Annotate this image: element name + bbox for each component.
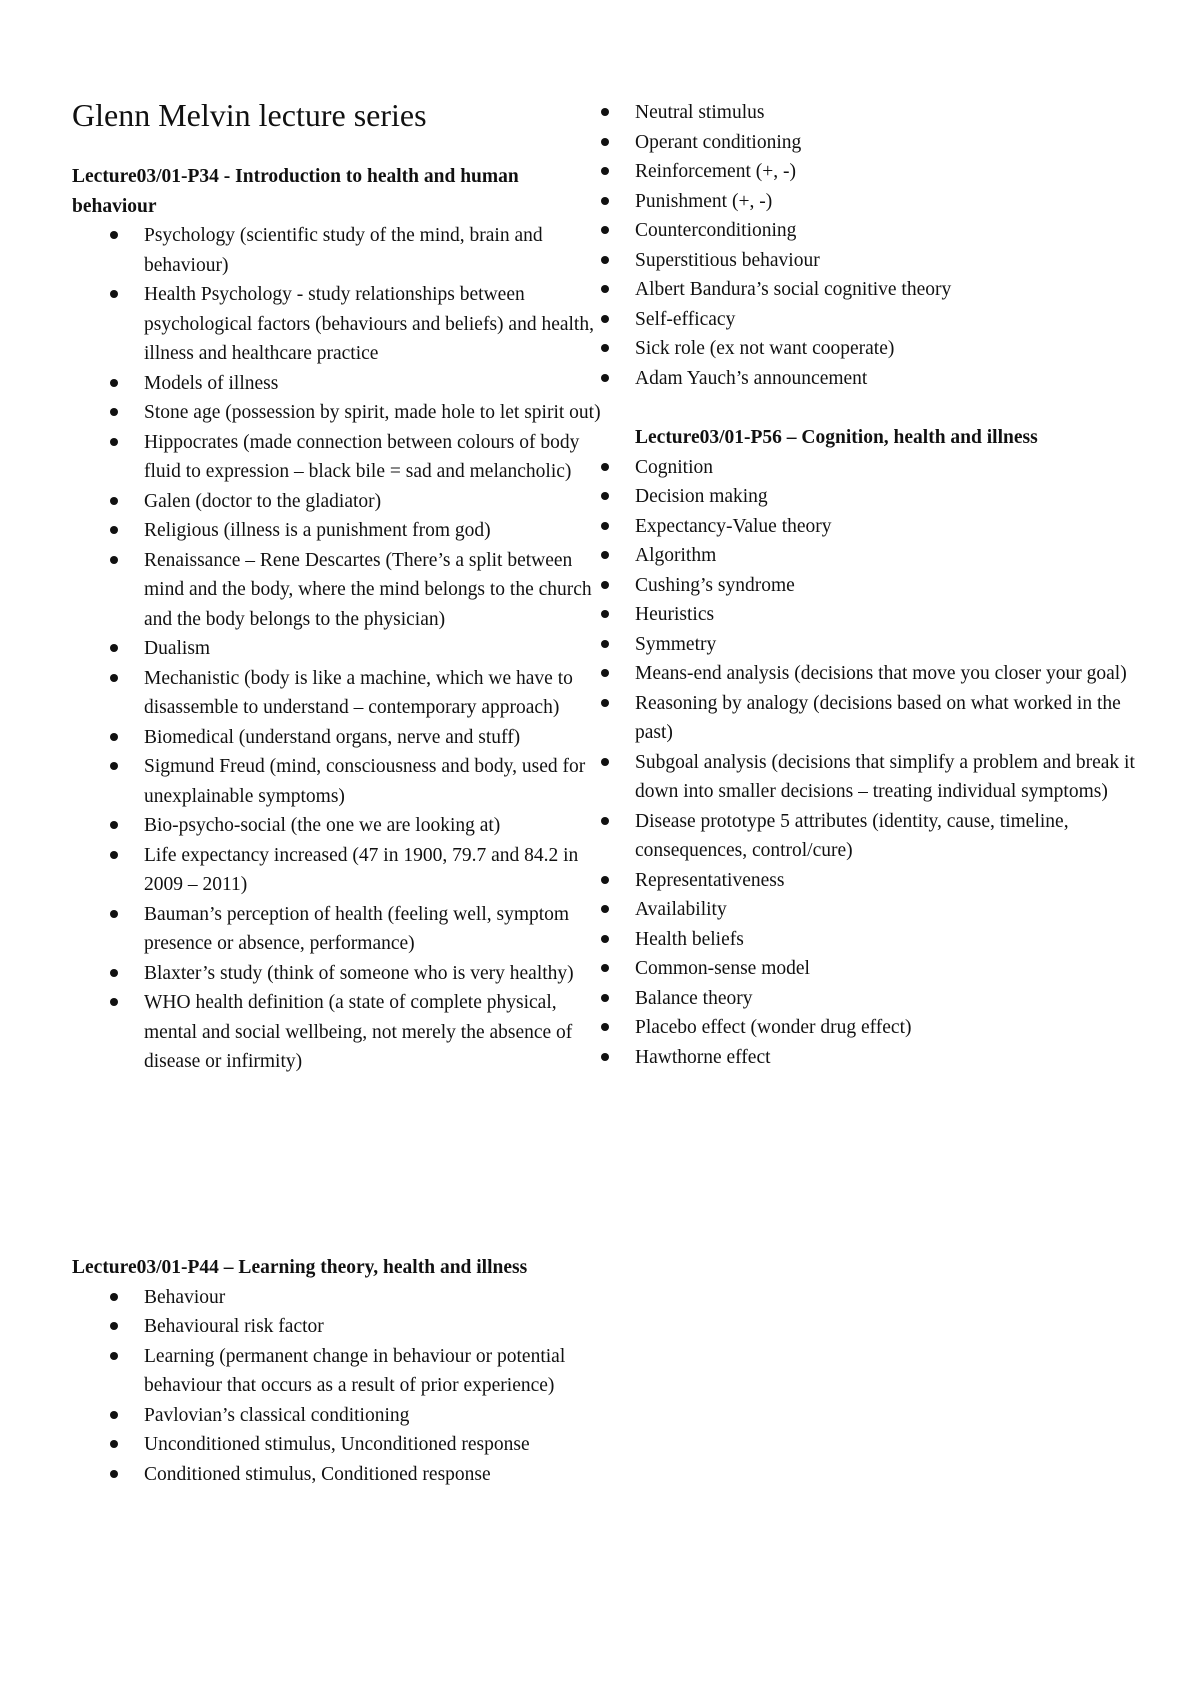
list-item-text: Availability [635,899,727,920]
bullet-icon [601,640,609,648]
bullet-icon [601,1023,609,1031]
list-item [72,428,602,487]
bullet-icon [601,167,609,175]
list-item-text: Religious (illness is a punishment from god) [144,520,491,541]
list-item [72,900,602,959]
list-item [72,988,602,1077]
list-item [563,157,1155,187]
bullet-icon [601,964,609,972]
list-item-text: Counterconditioning [635,220,797,241]
list-item-text: Placebo effect (wonder drug effect) [635,1017,912,1038]
bullet-icon [601,758,609,766]
list-item-text: Conditioned stimulus, Conditioned response [144,1463,491,1485]
list-item-text: Self-efficacy [635,308,736,330]
bullet-icon [601,669,609,677]
list-item-text: Stone age (possession by spirit, made hole to let spirit out) [144,402,601,423]
list-item [72,1401,602,1431]
bullet-icon [110,497,118,505]
list-item-text: Operant conditioning [635,131,802,153]
list-item-text: Biomedical (understand organs, nerve and stuff) [144,726,521,748]
list-item-text: Cushing’s syndrome [635,574,795,596]
bullet-icon [110,1440,118,1448]
list-item-text: Behavioural risk factor [144,1316,324,1337]
bullet-icon [601,197,609,205]
list-item-text: Bio-psycho-social (the one we are looking at) [144,815,501,836]
list-item-text: Hippocrates (made connection between colours of body fluid to expression – black bile = sad and melancholic) [144,431,580,482]
list-item [72,369,602,399]
bullet-icon [601,374,609,382]
list-item-text: Models of illness [144,372,279,394]
list-item [72,1312,602,1342]
bullet-icon [110,674,118,682]
bullet-icon [110,1293,118,1301]
bullet-icon [601,935,609,943]
bullet-icon [110,821,118,829]
list-item [72,841,602,900]
bullet-icon [601,108,609,116]
list-item [563,246,1155,276]
list-item [563,748,1155,807]
bullet-icon [110,1352,118,1360]
bullet-icon [601,699,609,707]
list-item-text: Pavlovian’s classical conditioning [144,1404,410,1426]
list-item-text: Psychology (scientific study of the mind, brain and behaviour) [144,225,543,276]
list-item [72,811,602,841]
list-item-text: Neutral stimulus [635,102,765,123]
bullet-icon [110,408,118,416]
bullet-icon [601,226,609,234]
bullet-icon [110,644,118,652]
bullet-icon [110,379,118,387]
list-item [563,216,1155,246]
list-item [72,723,602,753]
list-item [72,487,602,517]
list-item-text: Subgoal analysis (decisions that simplify a problem and break it down into smaller decisions – treating individual symptoms) [635,751,1135,802]
bullet-icon [110,851,118,859]
bullet-icon [110,290,118,298]
list-item [72,959,602,989]
document-title: Glenn Melvin lecture series [72,97,427,133]
list-item [563,571,1155,601]
section-heading: Lecture03/01-P56 – Cognition, health and illness [635,427,1038,448]
bullet-icon [601,876,609,884]
list-item [72,752,602,811]
list-item [72,516,602,546]
bullet-icon [110,556,118,564]
bullet-icon [601,817,609,825]
list-item-text: Reinforcement (+, -) [635,161,796,182]
bullet-icon [110,762,118,770]
list-item-text: Hawthorne effect [635,1046,771,1068]
bullet-icon [601,256,609,264]
list-item [563,1013,1155,1043]
bullet-icon [601,581,609,589]
list-item [563,305,1155,335]
list-item-text: Balance theory [635,987,753,1009]
list-item [563,453,1155,483]
list-item [72,1283,602,1313]
list-item-text: Dualism [144,638,211,659]
list-item [563,128,1155,158]
list-item [563,482,1155,512]
list-item-text: Health Psychology - study relationships between psychological factors (behaviours and beliefs) and health, illness and healthcare practice [144,284,594,364]
bullet-icon [110,438,118,446]
list-item [563,807,1155,866]
bullet-icon [110,969,118,977]
bullet-list [563,98,1155,393]
bullet-icon [601,315,609,323]
list-item [563,98,1155,128]
list-item-text: Life expectancy increased (47 in 1900, 79.7 and 84.2 in 2009 – 2011) [144,844,579,895]
bullet-icon [601,1053,609,1061]
bullet-icon [601,492,609,500]
bullet-icon [110,733,118,741]
list-item [563,689,1155,748]
list-item-text: Punishment (+, -) [635,190,773,212]
list-item-text: Behaviour [144,1286,226,1308]
list-item-text: Unconditioned stimulus, Unconditioned response [144,1434,530,1455]
list-item [72,1460,602,1490]
list-item-text: Algorithm [635,545,717,566]
list-item-text: WHO health definition (a state of complete physical, mental and social wellbeing, not merely the absence of disease or infirmity) [144,992,573,1072]
list-item [72,664,602,723]
list-item [563,1043,1155,1073]
list-item-text: Health beliefs [635,928,744,950]
list-item-text: Reasoning by analogy (decisions based on what worked in the past) [635,692,1121,743]
list-item [563,925,1155,955]
bullet-icon [601,905,609,913]
list-item-text: Albert Bandura’s social cognitive theory [635,279,952,300]
bullet-icon [110,526,118,534]
list-item [563,364,1155,394]
list-item-text: Common-sense model [635,958,810,979]
list-item-text: Representativeness [635,869,785,891]
list-item-text: Decision making [635,486,768,507]
list-item [563,275,1155,305]
bullet-icon [601,551,609,559]
bullet-icon [601,285,609,293]
list-item [72,1430,602,1460]
bullet-icon [110,1322,118,1330]
list-item-text: Heuristics [635,604,715,625]
section-learning-theory [72,1253,602,1489]
bullet-list [72,221,602,1077]
section-learning-theory-continued [563,98,1155,393]
list-item-text: Bauman’s perception of health (feeling well, symptom presence or absence, performance) [144,903,570,954]
bullet-icon [110,231,118,239]
list-item-text: Expectancy-Value theory [635,515,832,537]
list-item [72,280,602,369]
section-heading: Lecture03/01-P44 – Learning theory, health and illness [72,1257,528,1278]
bullet-list [72,1283,602,1490]
section-cognition [563,423,1155,1072]
section-introduction [72,162,602,1077]
bullet-list [563,453,1155,1073]
list-item-text: Means-end analysis (decisions that move you closer your goal) [635,663,1127,684]
list-item [563,659,1155,689]
list-item [563,954,1155,984]
bullet-icon [601,610,609,618]
list-item [72,1342,602,1401]
bullet-icon [110,1470,118,1478]
bullet-icon [601,463,609,471]
bullet-icon [110,998,118,1006]
list-item [563,541,1155,571]
list-item-text: Superstitious behaviour [635,249,820,271]
list-item [72,546,602,635]
list-item-text: Disease prototype 5 attributes (identity, cause, timeline, consequences, control/cure) [635,810,1069,861]
list-item [72,221,602,280]
list-item [563,866,1155,896]
list-item-text: Galen (doctor to the gladiator) [144,490,382,512]
list-item-text: Cognition [635,456,714,478]
list-item-text: Sigmund Freud (mind, consciousness and body, used for unexplainable symptoms) [144,756,586,807]
list-item [563,512,1155,542]
bullet-icon [110,910,118,918]
list-item [563,630,1155,660]
section-heading: Lecture03/01-P34 - Introduction to health and human behaviour [72,166,519,217]
list-item-text: Blaxter’s study (think of someone who is very healthy) [144,962,574,984]
list-item [72,398,602,428]
list-item-text: Renaissance – Rene Descartes (There’s a split between mind and the body, where the mind belongs to the church and the body belongs to the physician) [144,549,592,630]
list-item [563,984,1155,1014]
bullet-icon [601,522,609,530]
list-item-text: Mechanistic (body is like a machine, which we have to disassemble to understand – contemporary approach) [144,667,573,718]
list-item [563,895,1155,925]
list-item [563,334,1155,364]
list-item-text: Symmetry [635,633,717,655]
bullet-icon [601,344,609,352]
bullet-icon [110,1411,118,1419]
list-item [72,634,602,664]
list-item [563,187,1155,217]
list-item-text: Sick role (ex not want cooperate) [635,338,895,359]
list-item [563,600,1155,630]
list-item-text: Adam Yauch’s announcement [635,367,868,389]
bullet-icon [601,994,609,1002]
bullet-icon [601,138,609,146]
list-item-text: Learning (permanent change in behaviour or potential behaviour that occurs as a result of prior experience) [144,1345,566,1396]
